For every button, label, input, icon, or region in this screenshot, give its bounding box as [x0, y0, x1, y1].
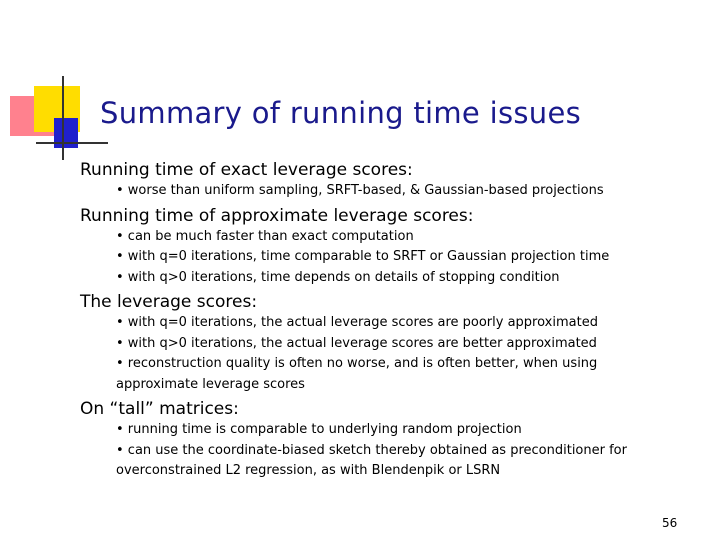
section-tall-matrices [80, 398, 710, 482]
page-number: 56 [662, 516, 678, 530]
bullet-item: • can use the coordinate-biased sketch thereby obtained as preconditioner for overconstrained L2 regression, as with Blendenpik or LSRN [116, 442, 627, 478]
logo-vertical-line [62, 76, 64, 160]
bullet-item: • with q=0 iterations, the actual leverage scores are poorly approximated [116, 315, 598, 330]
section-heading: The leverage scores: [80, 292, 258, 312]
bullet-list [116, 420, 710, 482]
logo-horizontal-line [36, 142, 108, 144]
section-approximate-leverage [80, 205, 710, 289]
section-leverage-scores [80, 291, 710, 395]
slide-content [80, 159, 710, 485]
bullet-item: • with q>0 iterations, the actual leverage scores are better approximated [116, 335, 597, 351]
bullet-item: • running time is comparable to underlying random projection [116, 422, 522, 437]
section-heading: Running time of exact leverage scores: [80, 160, 413, 180]
bullet-item: • can be much faster than exact computation [116, 228, 414, 244]
bullet-list [116, 227, 710, 289]
bullet-item: • reconstruction quality is often no worse, and is often better, when using approximate leverage scores [116, 356, 598, 392]
section-heading: Running time of approximate leverage scores: [80, 205, 474, 226]
slide-title: Summary of running time issues [100, 96, 582, 130]
bullet-item: • worse than uniform sampling, SRFT-based, & Gaussian-based projections [116, 183, 604, 198]
bullet-item: • with q>0 iterations, time depends on details of stopping condition [116, 269, 560, 285]
bullet-item: • with q=0 iterations, time comparable to SRFT or Gaussian projection time [116, 249, 610, 264]
section-exact-leverage [80, 159, 710, 202]
section-heading: On “tall” matrices: [80, 399, 239, 419]
bullet-list [116, 181, 710, 202]
bullet-list [116, 313, 710, 395]
